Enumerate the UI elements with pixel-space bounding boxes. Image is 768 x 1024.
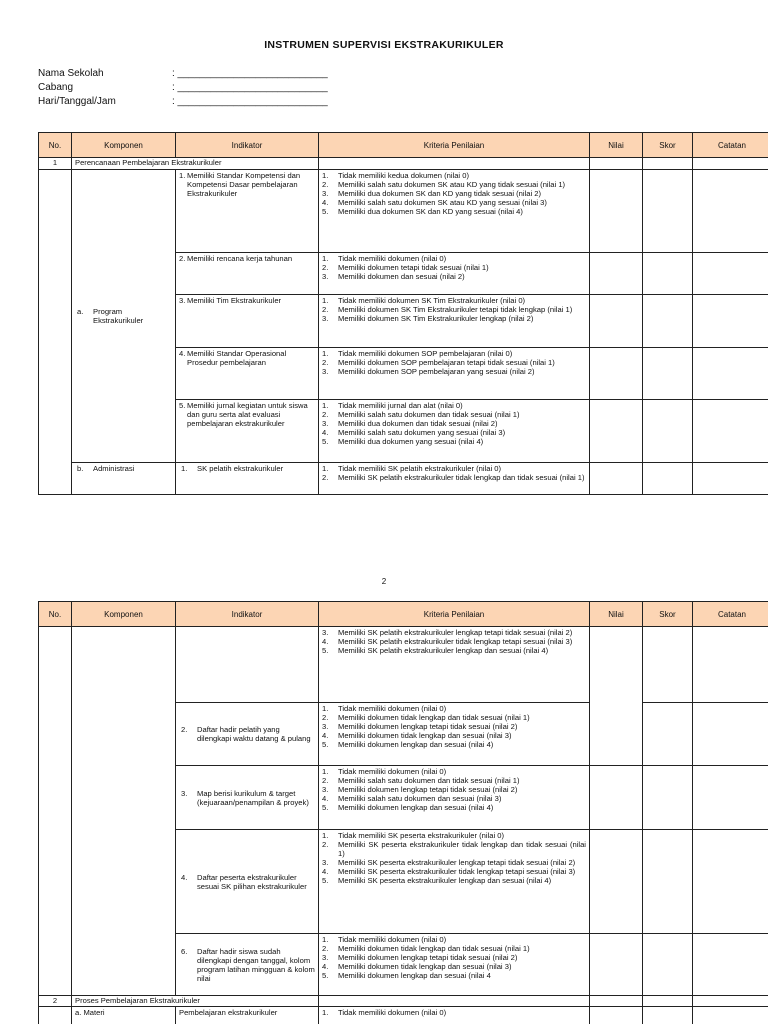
page-number: 2: [381, 577, 387, 586]
table-row: [39, 627, 768, 703]
indikator-cell: 1. Memiliki Standar Kompetensi dan Kompetensi Dasar pembelajaran Ekstrakurikuler: [176, 170, 319, 253]
supervision-table-page2: [38, 601, 768, 1024]
skor-cell[interactable]: [643, 463, 693, 495]
skor-cell[interactable]: [643, 295, 693, 348]
catatan-cell[interactable]: [693, 766, 768, 830]
komponen-a: Program Ekstrakurikuler: [93, 307, 144, 325]
section-number: 2: [39, 996, 72, 1007]
catatan-cell[interactable]: [693, 627, 768, 703]
header-komponen: Komponen: [72, 602, 176, 627]
header-nilai: Nilai: [590, 133, 643, 158]
kriteria-cell: 1. Tidak memiliki dokumen (nilai 0) 2. Memiliki dokumen tidak lengkap dan tidak sesuai (nilai 1) 3. Memiliki dokumen lengkap tetapi tidak sesuai (nilai 2) 4. Memiliki dokumen tidak lengkap dan sesuai (nilai 3) 5. Memiliki dokumen lengkap dan sesuai (nilai 4): [319, 703, 590, 766]
supervision-table-page1: [38, 132, 768, 495]
indikator-cell: 6. Daftar hadir siswa sudah dilengkapi dengan tanggal, kolom program latihan mingguan & kolom nilai: [176, 934, 319, 996]
kriteria-cell: 1. Tidak memiliki dokumen (nilai 0) 2. Memiliki dokumen tidak lengkap dan tidak sesuai (nilai 1) 3. Memiliki dokumen lengkap tetapi tidak sesuai (nilai 2) 4. Memiliki dokumen tidak lengkap dan sesuai (nilai 3) 5. Memiliki dokumen lengkap dan sesuai (nilai 4: [319, 934, 590, 996]
header-skor: Skor: [643, 133, 693, 158]
skor-cell[interactable]: [643, 1007, 693, 1024]
header-nilai: Nilai: [590, 602, 643, 627]
komponen-cell: a. Materi: [72, 1007, 176, 1024]
nilai-cell[interactable]: [590, 170, 643, 253]
nilai-cell[interactable]: [590, 830, 643, 934]
info-value-school: : ___________________________: [172, 68, 328, 79]
skor-cell[interactable]: [643, 253, 693, 295]
section-row: [39, 158, 768, 170]
indikator-cell: 3. Memiliki Tim Ekstrakurikuler: [176, 295, 319, 348]
catatan-cell[interactable]: [693, 463, 768, 495]
table-row: [39, 463, 768, 495]
nilai-cell[interactable]: [590, 934, 643, 996]
komponen-cell: a. Program Ekstrakurikuler: [72, 170, 176, 463]
skor-cell[interactable]: [643, 830, 693, 934]
catatan-cell[interactable]: [693, 1007, 768, 1024]
catatan-cell[interactable]: [693, 170, 768, 253]
header-catatan: Catatan: [693, 602, 768, 627]
skor-cell[interactable]: [643, 170, 693, 253]
section-title: Proses Pembelajaran Ekstrakurikuler: [72, 996, 319, 1007]
komponen-cell: b. Administrasi: [72, 463, 176, 495]
header-no: No.: [39, 133, 72, 158]
indikator-cell: 2. Daftar hadir pelatih yang dilengkapi waktu datang & pulang: [176, 703, 319, 766]
nilai-cell[interactable]: [590, 463, 643, 495]
table-header-row: [39, 602, 768, 627]
info-value-date: : ___________________________: [172, 96, 328, 107]
kriteria-cell: 1. Tidak memiliki SK peserta ekstrakurikuler (nilai 0) 2. Memiliki SK peserta ekstrakurikuler tidak lengkap dan tidak sesuai (nilai 1) 3. Memiliki SK peserta ekstrakurikuler lengkap tetapi tidak sesuai (nilai 2) 4. Memiliki SK peserta ekstrakurikuler tidak lengkap tetapi sesuai (nilai 3) 5. Memiliki SK peserta ekstrakurikuler lengkap dan sesuai (nilai 4): [319, 830, 590, 934]
indikator-cell: 4. Daftar peserta ekstrakurikuler sesuai SK pilihan ekstrakurikuler: [176, 830, 319, 934]
info-label-date: Hari/Tanggal/Jam: [38, 96, 116, 107]
section-title: Perencanaan Pembelajaran Ekstrakurikuler: [72, 158, 319, 170]
header-no: No.: [39, 602, 72, 627]
nilai-cell[interactable]: [590, 627, 643, 766]
info-label-school: Nama Sekolah: [38, 68, 104, 79]
header-kriteria: Kriteria Penilaian: [319, 602, 590, 627]
kriteria-cell: 1. Tidak memiliki SK pelatih ekstrakurikuler (nilai 0) 2. Memiliki SK pelatih ekstrakurikuler tidak lengkap dan tidak sesuai (nilai 1): [319, 463, 590, 495]
header-catatan: Catatan: [693, 133, 768, 158]
skor-cell[interactable]: [643, 627, 693, 703]
header-skor: Skor: [643, 602, 693, 627]
header-indikator: Indikator: [176, 602, 319, 627]
catatan-cell[interactable]: [693, 253, 768, 295]
nilai-cell[interactable]: [590, 766, 643, 830]
document-title: INSTRUMEN SUPERVISI EKSTRAKURIKULER: [264, 39, 504, 51]
section-row: [39, 996, 768, 1007]
skor-cell[interactable]: [643, 766, 693, 830]
nilai-cell[interactable]: [590, 295, 643, 348]
info-label-branch: Cabang: [38, 82, 74, 93]
skor-cell[interactable]: [643, 400, 693, 463]
catatan-cell[interactable]: [693, 703, 768, 766]
catatan-cell[interactable]: [693, 400, 768, 463]
skor-cell[interactable]: [643, 703, 693, 766]
table-row: [39, 170, 768, 253]
nilai-cell[interactable]: [590, 400, 643, 463]
kriteria-cell: 1. Tidak memiliki dokumen SK Tim Ekstrakurikuler (nilai 0) 2. Memiliki dokumen SK Tim Ekstrakurikuler tetapi tidak lengkap (nilai 1) 3. Memiliki dokumen SK Tim Ekstrakurikuler lengkap (nilai 2): [319, 295, 590, 348]
table-row: [39, 1007, 768, 1024]
kriteria-cell: 1. Tidak memiliki dokumen (nilai 0): [319, 1007, 590, 1024]
kriteria-cell: 1. Tidak memiliki dokumen (nilai 0) 2. Memiliki dokumen tetapi tidak sesuai (nilai 1) 3. Memiliki dokumen dan sesuai (nilai 2): [319, 253, 590, 295]
nilai-cell[interactable]: [590, 1007, 643, 1024]
section-number: 1: [39, 158, 72, 170]
komponen-b: Administrasi: [93, 464, 135, 473]
indikator-cell: 3. Map berisi kurikulum & target (kejuaraan/penampilan & proyek): [176, 766, 319, 830]
kriteria-cell: 1. Tidak memiliki kedua dokumen (nilai 0) 2. Memiliki salah satu dokumen SK atau KD yang tidak sesuai (nilai 1) 3. Memiliki dua dokumen SK dan KD yang tidak sesuai (nilai 2) 4. Memiliki salah satu dokumen SK atau KD yang sesuai (nilai 3) 5. Memiliki dua dokumen SK dan KD yang sesuai (nilai 4): [319, 170, 590, 253]
info-value-branch: : ___________________________: [172, 82, 328, 93]
kriteria-cell: 1. Tidak memiliki dokumen (nilai 0) 2. Memiliki salah satu dokumen dan tidak sesuai (nilai 1) 3. Memiliki dokumen lengkap tetapi tidak sesuai (nilai 2) 4. Memiliki salah satu dokumen dan sesuai (nilai 3) 5. Memiliki dokumen lengkap dan sesuai (nilai 4): [319, 766, 590, 830]
indikator-cell: 2. Memiliki rencana kerja tahunan: [176, 253, 319, 295]
skor-cell[interactable]: [643, 348, 693, 400]
kriteria-cell: 3. Memiliki SK pelatih ekstrakurikuler lengkap tetapi tidak sesuai (nilai 2) 4. Memiliki SK pelatih ekstrakurikuler tidak lengkap tetapi sesuai (nilai 3) 5. Memiliki SK pelatih ekstrakurikuler lengkap dan sesuai (nilai 4): [319, 627, 590, 703]
header-komponen: Komponen: [72, 133, 176, 158]
catatan-cell[interactable]: [693, 348, 768, 400]
indikator-cell: 5. Memiliki jurnal kegiatan untuk siswa dan guru serta alat evaluasi pembelajaran ekstrakurikuler: [176, 400, 319, 463]
header-indikator: Indikator: [176, 133, 319, 158]
header-kriteria: Kriteria Penilaian: [319, 133, 590, 158]
kriteria-cell: 1. Tidak memiliki dokumen SOP pembelajaran (nilai 0) 2. Memiliki dokumen SOP pembelajaran tetapi tidak sesuai (nilai 1) 3. Memiliki dokumen SOP pembelajaran yang sesuai (nilai 2): [319, 348, 590, 400]
catatan-cell[interactable]: [693, 934, 768, 996]
catatan-cell[interactable]: [693, 295, 768, 348]
skor-cell[interactable]: [643, 934, 693, 996]
indikator-cell: 4. Memiliki Standar Operasional Prosedur pembelajaran: [176, 348, 319, 400]
nilai-cell[interactable]: [590, 348, 643, 400]
indikator-cell: Pembelajaran ekstrakurikuler: [176, 1007, 319, 1024]
catatan-cell[interactable]: [693, 830, 768, 934]
indikator-cell: 1. SK pelatih ekstrakurikuler: [176, 463, 319, 495]
table-header-row: [39, 133, 768, 158]
nilai-cell[interactable]: [590, 253, 643, 295]
kriteria-cell: 1. Tidak memiliki jurnal dan alat (nilai 0) 2. Memiliki salah satu dokumen dan tidak sesuai (nilai 1) 3. Memiliki dua dokumen dan tidak sesuai (nilai 2) 4. Memiliki salah satu dokumen yang sesuai (nilai 3) 5. Memiliki dua dokumen yang sesuai (nilai 4): [319, 400, 590, 463]
